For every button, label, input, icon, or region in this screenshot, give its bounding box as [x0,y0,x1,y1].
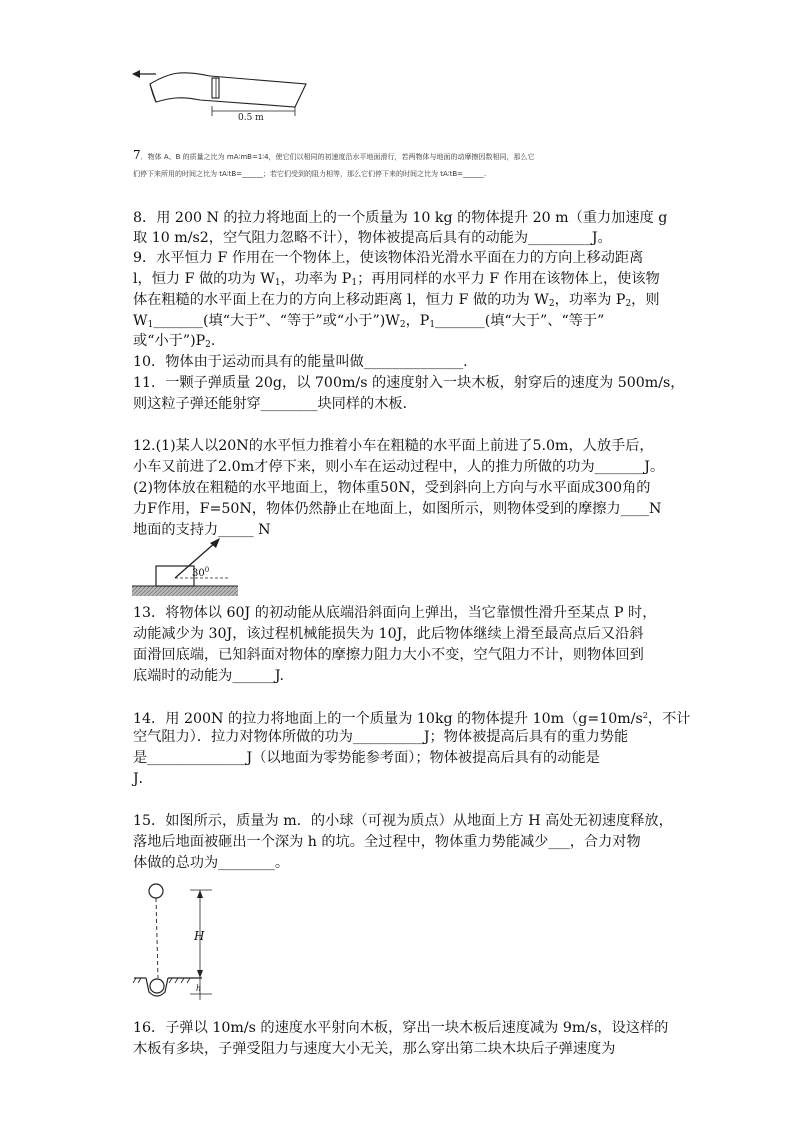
dimension-label: 0.5 m [238,113,264,123]
q14-line2: 空气阻力）．拉力对物体所做的功为__________J；物体被提高后具有的重力势能 [133,729,629,745]
q14-line1: 14．用 200N 的拉力将地面上的一个质量为 10kg 的物体提升 $10m(g=10m/s^2$，不计 [133,711,691,727]
q12-line4: 力F作用，F=50N，物体仍然静止在地面上，如图所示，则物体受到的摩擦力____N [133,501,662,517]
q8-line1: 8．用 200 N 的拉力将地面上的一个质量为 10 kg 的物体提升 20 m（重力加速度 g [133,210,668,226]
q9-line5: 或“小于$”)P_2$. [133,333,216,350]
q15-line3: 体做的总功为________。 [133,855,290,871]
block [212,78,219,98]
q13-line4: 底端时的动能为______J. [133,668,284,684]
svg-text:300: $30^0$ [192,566,210,579]
q12-line1: 12.(1)某人以20N的水平恒力推着小车在粗糙的水平面上前进了5.0m，人放手后， [133,438,654,454]
q16-line2: 木板有多块，子弹受阻力与速度大小无关，那么穿出第二块木块后子弹速度为 [133,1041,616,1057]
block [156,566,194,586]
curved-track-figure [130,62,310,124]
q10-text: 10．物体由于运动而具有的能量叫做______________. [133,354,468,370]
q12-line2: 小车又前进了2.0m才停下来，则小车在运动过程中，人的推力所做的功为_______J。 [133,459,665,475]
block-force-figure [130,534,240,600]
q9-line3: 体在粗糙的水平面上在力的方向上移动距离 l，恒力 F 做的功为 $W_2$，功率为 $P_2$，则 [133,292,660,309]
label-H: H [194,929,205,943]
q13-line1: 13．将物体以 60J 的初动能从底端沿斜面向上弹出，当它靠惯性滑升至某点 P 时， [133,605,657,621]
q7-line2: 们停下来所用的时间之比为 tA∶tB=______；若它们受到的阻力相等，那么它们停下来的时间之比为 tA∶tB=______. [133,170,487,178]
q9-line1: 9．水平恒力 F 作用在一个物体上，使该物体沿光滑水平面在力的方向上移动距离 [133,250,644,266]
q15-line2: 落地后地面被砸出一个深为 h 的坑。全过程中，物体重力势能减少___，合力对物 [133,834,641,850]
q15-line1: 15．如图所示，质量为 m．的小球（可视为质点）从地面上方 H 高处无初速度释放， [133,813,673,829]
q9-line4: $W_1\_\_\_\_\_\_\_$(填“大于”、“等于”或“小于$”)W_2$，$P_1\_\_\_\_\_\_\_$(填“大于”、“等于” [133,313,605,330]
q13-line2: 动能减少为 30J，该过程机械能损失为 10J，此后物体继续上滑至最高点后又沿斜 [133,626,644,642]
q12-line5: 地面的支持力_____ N [133,522,271,538]
q13-line3: 面滑回底端，已知斜面对物体的摩擦力阻力大小不变，空气阻力不计，则物体回到 [133,647,644,663]
q12-line3: (2)物体放在粗糙的水平地面上，物体重50N，受到斜向上方向与水平面成300角的 [133,480,651,496]
label-h: h [196,984,202,993]
ball-top [149,884,163,898]
q8-line2: 取 10 m/s2，空气阻力忽略不计），物体被提高后具有的动能为_________J。 [133,230,612,246]
q14-line3: 是______________J（以地面为零势能参考面）；物体被提高后具有的动能是 [133,750,600,766]
ball-in-pit [150,979,164,993]
q16-line1: 16．子弹以 10m/s 的速度水平射向木板，穿出一块木板后速度减为 9m/s，设这样的 [133,1020,669,1036]
q7-line1: 7．物体 A、B 的质量之比为 mA∶mB=1∶4，使它们以相同的初速度沿水平地面滑行，若两物体与地面的动摩擦因数相同，那么它 [133,148,535,162]
q9-line2: l，恒力 F 做的功为 $W_1$，功率为 $P_1$；再用同样的水平力 F 作用在该物体上，使该物 [133,271,660,288]
q11-line1: 11．一颗子弹质量 20g，以 700m/s 的速度射入一块木板，射穿后的速度为 500m/s， [133,375,685,391]
ball-drop-figure [132,880,224,1010]
q11-line2: 则这粒子弹还能射穿________块同样的木板． [133,396,417,412]
q7-number: 7 [133,148,141,162]
angle-label: 30 [192,568,205,579]
q14-line4: J． [133,771,153,787]
ground [132,586,238,596]
